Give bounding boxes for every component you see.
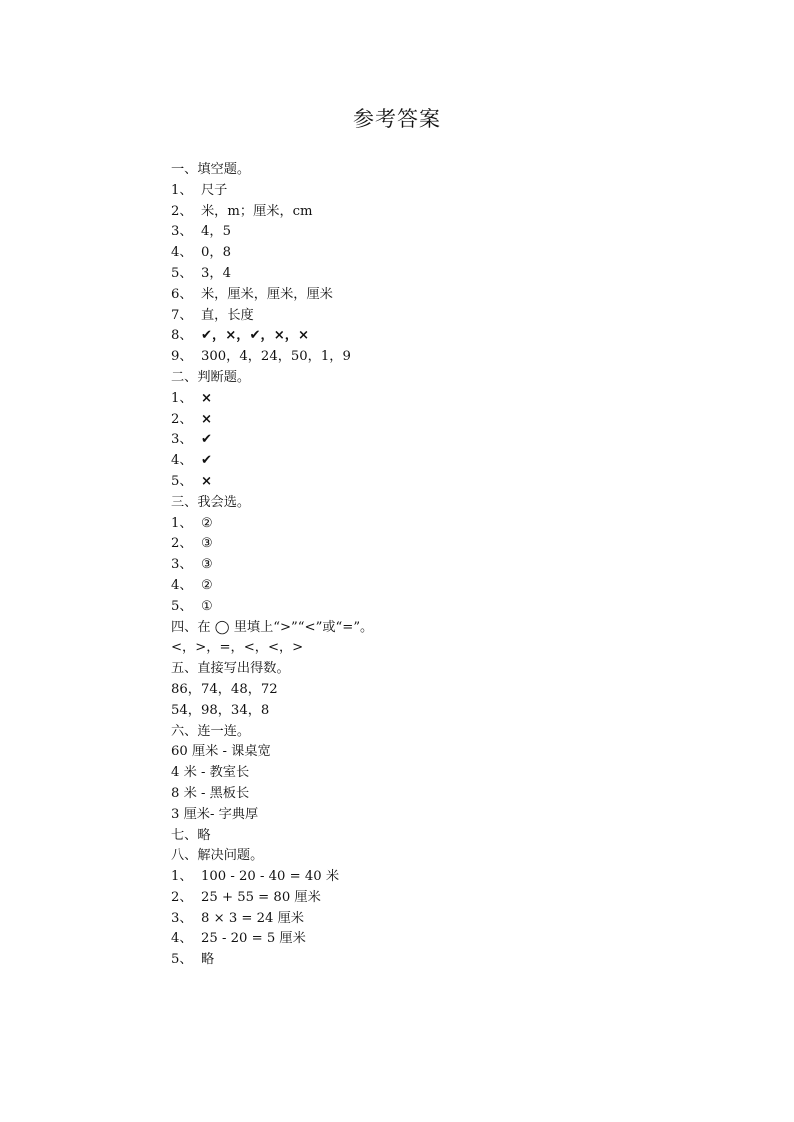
item-answer: ①: [201, 598, 213, 614]
answer-item: [171, 410, 731, 431]
item-answer: 8 × 3 = 24 厘米: [201, 910, 304, 926]
item-answer: ×: [201, 473, 213, 489]
item-number: 7、: [171, 307, 193, 323]
answer-line: 4 米 - 教室长: [171, 765, 250, 781]
answer-item: [171, 285, 731, 306]
item-answer: ③: [201, 557, 213, 573]
answer-line: 3 厘米- 字典厚: [171, 806, 259, 822]
item-number: 5、: [171, 265, 193, 281]
item-answer: 25 - 20 = 5 厘米: [201, 931, 306, 947]
item-number: 2、: [171, 536, 193, 552]
item-number: 5、: [171, 952, 193, 968]
item-number: 2、: [171, 203, 193, 219]
answer-item: [171, 950, 731, 971]
item-answer: ②: [201, 515, 213, 531]
item-number: 2、: [171, 411, 193, 427]
answer-item: [171, 909, 731, 930]
section-heading: 八、解决问题。: [171, 848, 264, 864]
item-number: 1、: [171, 182, 193, 198]
item-answer: ②: [201, 577, 213, 593]
item-number: 5、: [171, 473, 193, 489]
item-number: 9、: [171, 349, 193, 365]
item-number: 4、: [171, 453, 193, 469]
item-number: 1、: [171, 869, 193, 885]
item-answer: ✔: [201, 432, 213, 448]
section-heading: 五、直接写出得数。: [171, 661, 290, 677]
section-heading: 四、在 ◯ 里填上“>”“<”或“=”。: [171, 619, 374, 635]
item-answer: 4，5: [201, 224, 231, 240]
section-heading: 七、略: [171, 827, 211, 843]
answer-item: [171, 929, 731, 950]
item-number: 1、: [171, 515, 193, 531]
item-answer: 米，厘米，厘米，厘米: [201, 286, 333, 302]
answer-item: [171, 243, 731, 264]
item-answer: 100 - 20 - 40 = 40 米: [201, 869, 340, 885]
item-answer: 直，长度: [201, 307, 254, 323]
answer-item: [171, 264, 731, 285]
item-number: 4、: [171, 245, 193, 261]
answer-item: [171, 222, 731, 243]
answer-item: [171, 867, 731, 888]
item-number: 1、: [171, 390, 193, 406]
item-number: 4、: [171, 577, 193, 593]
answer-line: 60 厘米 - 课桌宽: [171, 744, 271, 760]
item-number: 4、: [171, 931, 193, 947]
item-answer: ×: [201, 390, 213, 406]
answer-line: 86，74，48，72: [171, 681, 278, 697]
section-heading: 一、填空题。: [171, 162, 251, 177]
item-answer: 尺子: [201, 182, 228, 198]
item-answer: ✔，×，✔，×，×: [201, 328, 309, 344]
answer-item: [171, 597, 731, 618]
page-title: 参考答案: [353, 107, 441, 131]
item-number: 6、: [171, 286, 193, 302]
answer-item: [171, 472, 731, 493]
answer-item: [171, 576, 731, 597]
item-answer: ✔: [201, 453, 213, 469]
item-number: 3、: [171, 432, 193, 448]
item-answer: 米，m；厘米，cm: [201, 203, 313, 219]
section-heading: 六、连一连。: [171, 723, 251, 739]
item-number: 3、: [171, 910, 193, 926]
section-heading: 三、我会选。: [171, 494, 251, 510]
answer-content: [171, 160, 731, 971]
answer-item: [171, 451, 731, 472]
answer-item: [171, 326, 731, 347]
item-number: 3、: [171, 557, 193, 573]
answer-item: [171, 181, 731, 202]
answer-line: <，>，=，<，<，>: [171, 640, 304, 656]
item-number: 2、: [171, 889, 193, 905]
answer-line: 54，98，34，8: [171, 702, 270, 718]
answer-item: [171, 347, 731, 368]
answer-item: [171, 389, 731, 410]
item-number: 8、: [171, 328, 193, 344]
item-answer: 3，4: [201, 265, 231, 281]
answer-line: 8 米 - 黑板长: [171, 785, 250, 801]
answer-item: [171, 430, 731, 451]
answer-item: [171, 306, 731, 327]
item-answer: 25 + 55 = 80 厘米: [201, 889, 321, 905]
section-heading: 二、判断题。: [171, 369, 251, 385]
item-number: 5、: [171, 598, 193, 614]
item-answer: 0，8: [201, 245, 231, 261]
item-answer: ×: [201, 411, 213, 427]
item-answer: 300，4，24，50，1，9: [201, 349, 351, 365]
answer-item: [171, 514, 731, 535]
answer-item: [171, 555, 731, 576]
answer-item: [171, 888, 731, 909]
answer-item: [171, 202, 731, 223]
answer-item: [171, 534, 731, 555]
item-answer: ③: [201, 536, 213, 552]
item-answer: 略: [201, 952, 215, 968]
item-number: 3、: [171, 224, 193, 240]
